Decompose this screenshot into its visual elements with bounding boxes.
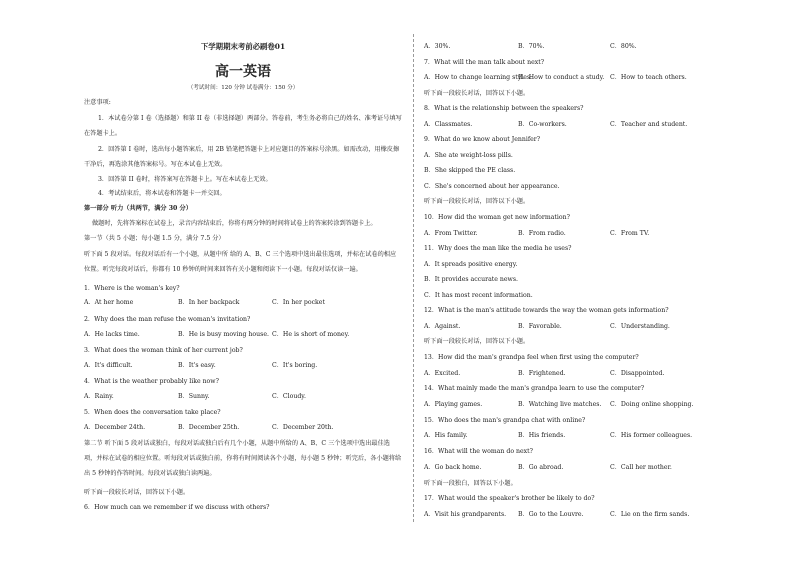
question-6: 6．How much can we remember if we discuss with others?: [84, 504, 270, 511]
q14-option-c: C．Doing online shopping.: [610, 401, 694, 408]
note-3: 3．回答第 II 卷时，将答案写在答题卡上。写在本试卷上无效。: [98, 176, 272, 183]
listen-instruction-4: 听下面一段独白，回答以下小题。: [424, 480, 517, 487]
q17-option-b: B．Go to the Louvre.: [518, 511, 584, 518]
question-13: 13．How did the man's grandpa feel when first using the computer?: [424, 354, 639, 361]
section2-text: 第二节 听下面 5 段对话或独白，每段对话或独白后有几个小题，从题中所给的 A、B、C 三个选项中选出最佳选项，并标在试卷的相应位置。听每段对话或独白前，你将有时间阅读各个小题，每小题 5 秒钟；听完后，各小题将给出 5 秒钟的作答时间。每段对话或独白读两遍。: [84, 440, 402, 477]
question-1: 1．Where is the woman's key?: [84, 285, 180, 292]
q10-option-c: C．From TV.: [610, 230, 650, 237]
q6-option-a: A．30%.: [424, 43, 451, 50]
q5-option-c: C．December 20th.: [272, 424, 334, 431]
q9-option-c: C．She's concerned about her appearance.: [424, 183, 560, 190]
q4-option-a: A．Rainy.: [84, 393, 114, 400]
q3-option-a: A．It's difficult.: [84, 362, 133, 369]
q7-option-c: C．How to teach others.: [610, 74, 687, 81]
note-1: 1．本试卷分第 I 卷（选择题）和第 II 卷（非选择题）两部分。答卷前，考生务必将自己的姓名、准考证号填写在答题卡上。: [84, 115, 402, 137]
question-15: 15．Who does the man's grandpa chat with online?: [424, 417, 586, 424]
q6-option-c: C．80%.: [610, 43, 637, 50]
q12-option-a: A．Against.: [424, 323, 461, 330]
q6-option-b: B．70%.: [518, 43, 545, 50]
q1-option-b: B．In her backpack: [178, 299, 240, 306]
question-17: 17．What would the speaker's brother be likely to do?: [424, 495, 595, 502]
question-8: 8．What is the relationship between the speakers?: [424, 105, 584, 112]
exam-title: 高一英语: [215, 64, 271, 80]
question-14: 14．What mainly made the man's grandpa learn to use the computer?: [424, 385, 645, 392]
q8-option-a: A．Classmates.: [424, 121, 473, 128]
q2-option-b: B．He is busy moving house.: [178, 331, 269, 338]
q13-option-b: B．Frightened.: [518, 370, 566, 377]
listen-instruction-2: 听下面一段较长对话，回答以下小题。: [424, 198, 530, 205]
section1-heading: 第一节（共 5 小题；每小题 1.5 分，满分 7.5 分）: [84, 235, 225, 242]
question-7: 7．What will the man talk about next?: [424, 59, 545, 66]
question-3: 3．What does the woman think of her current job?: [84, 347, 243, 354]
q12-option-c: C．Understanding.: [610, 323, 670, 330]
question-11: 11．Why does the man like the media he uses?: [424, 245, 572, 252]
q8-option-c: C．Teacher and student.: [610, 121, 688, 128]
q14-option-b: B．Watching live matches.: [518, 401, 602, 408]
listen-instruction: 听下面一段较长对话，回答以下小题。: [84, 489, 190, 496]
part1-intro: 做题时，先将答案标在试卷上，录音内容结束后，你将有两分钟的时间将试卷上的答案转涂到答题卡上。: [92, 220, 377, 227]
q4-option-c: C．Cloudy.: [272, 393, 306, 400]
q15-option-a: A．His family.: [424, 432, 468, 439]
question-16: 16．What will the woman do next?: [424, 448, 533, 455]
question-12: 12．What is the man's attitude towards the way the woman gets information?: [424, 307, 669, 314]
q11-option-c: C．It has most recent information.: [424, 292, 533, 299]
question-5: 5．When does the conversation take place?: [84, 409, 221, 416]
q3-option-b: B．It's easy.: [178, 362, 216, 369]
question-4: 4．What is the weather probably like now?: [84, 378, 219, 385]
q8-option-b: B．Co-workers.: [518, 121, 567, 128]
q3-option-c: C．It's boring.: [272, 362, 318, 369]
q17-option-c: C．Lie on the firm sands.: [610, 511, 690, 518]
q15-option-b: B．His friends.: [518, 432, 566, 439]
q7-option-b: B．How to conduct a study.: [518, 74, 605, 81]
listen-instruction-3: 听下面一段较长对话，回答以下小题。: [424, 338, 530, 345]
column-divider: [413, 34, 414, 522]
q1-option-c: C．In her pocket: [272, 299, 325, 306]
q15-option-c: C．His former colleagues.: [610, 432, 693, 439]
note-2: 2．回答第 I 卷时，选出每小题答案后，用 2B 铅笔把答题卡上对应题目的答案标号涂黑。如需改动，用橡皮擦干净后，再选涂其他答案标号。写在本试卷上无效。: [84, 146, 400, 168]
q17-option-a: A．Visit his grandparents.: [424, 511, 507, 518]
q13-option-a: A．Excited.: [424, 370, 461, 377]
q1-option-a: A．At her home: [84, 299, 134, 306]
q16-option-b: B．Go abroad.: [518, 464, 564, 471]
question-9: 9．What do we know about Jennifer?: [424, 136, 541, 143]
note-4: 4．考试结束后，将本试卷和答题卡一并交回。: [98, 190, 226, 197]
q10-option-b: B．From radio.: [518, 230, 566, 237]
q11-option-b: B．It provides accurate news.: [424, 276, 518, 283]
part1-heading: 第一部分 听力（共两节，满分 30 分）: [84, 205, 192, 212]
q11-option-a: A．It spreads positive energy.: [424, 261, 518, 268]
q10-option-a: A．From Twitter.: [424, 230, 478, 237]
listen-instruction-1: 听下面一段较长对话，回答以下小题。: [424, 90, 530, 97]
q9-option-a: A．She ate weight-loss pills.: [424, 152, 513, 159]
q5-option-b: B．December 25th.: [178, 424, 240, 431]
exam-subtitle: 下学期期末考前必刷卷01: [200, 42, 286, 51]
q16-option-c: C．Call her mother.: [610, 464, 672, 471]
exam-info: （考试时间：120 分钟 试卷满分：150 分）: [187, 85, 299, 91]
q2-option-a: A．He lacks time.: [84, 331, 140, 338]
q7-option-a: A．How to change learning styles.: [424, 74, 533, 81]
section1-text: 听下面 5 段对话。每段对话后有一个小题，从题中所 给的 A、B、C 三个选项中选出最佳选项，并标在试卷的相应位置。听完每段对话后，你都有 10 秒钟的时间来回答有关小题和阅读下一小题。每段对话仅读一遍。: [84, 251, 397, 273]
q16-option-a: A．Go back home.: [424, 464, 482, 471]
notes-heading: 注意事项:: [84, 99, 111, 106]
q5-option-a: A．December 24th.: [84, 424, 146, 431]
q4-option-b: B．Sunny.: [178, 393, 210, 400]
q2-option-c: C．He is short of money.: [272, 331, 350, 338]
q9-option-b: B．She skipped the PE class.: [424, 167, 516, 174]
question-10: 10．How did the woman get new information?: [424, 214, 570, 221]
q14-option-a: A．Playing games.: [424, 401, 483, 408]
q13-option-c: C．Disappointed.: [610, 370, 665, 377]
question-2: 2．Why does the man refuse the woman's invitation?: [84, 316, 251, 323]
q12-option-b: B．Favorable.: [518, 323, 562, 330]
